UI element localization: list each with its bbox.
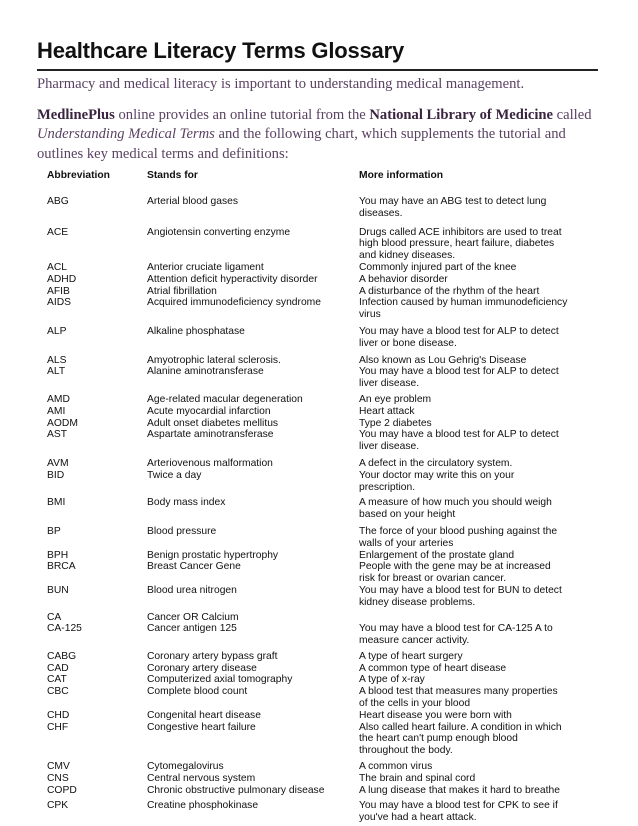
cell-stands-for: Central nervous system <box>147 772 256 784</box>
column-header-abbreviation: Abbreviation <box>47 170 110 181</box>
medlineplus-name: MedlinePlus <box>37 106 115 123</box>
cell-more-information: You may have a blood test for CPK to see if you've had a heart attack. <box>359 800 558 824</box>
cell-abbreviation: COPD <box>47 784 77 796</box>
table-row <box>47 355 607 367</box>
cell-more-information: A measure of how much you should weigh based on your height <box>359 497 552 521</box>
cell-stands-for: Twice a day <box>147 469 202 481</box>
table-row <box>47 651 607 663</box>
cell-abbreviation: CAT <box>47 674 67 686</box>
cell-abbreviation: ACE <box>47 226 69 238</box>
cell-more-information: A defect in the circulatory system. <box>359 457 513 469</box>
cell-stands-for: Angiotensin converting enzyme <box>147 226 291 238</box>
cell-stands-for: Alanine aminotransferase <box>147 366 264 378</box>
cell-more-information: The brain and spinal cord <box>359 772 476 784</box>
table-row <box>47 470 607 494</box>
cell-stands-for: Complete blood count <box>147 686 248 698</box>
cell-stands-for: Cancer OR Calcium <box>147 611 239 623</box>
title-divider <box>37 69 598 71</box>
cell-stands-for: Breast Cancer Gene <box>147 561 241 573</box>
glossary-header-row <box>47 170 607 184</box>
cell-abbreviation: AMI <box>47 405 66 417</box>
cell-more-information: Your doctor may write this on your prescription. <box>359 469 515 493</box>
table-row <box>47 585 607 609</box>
column-header-more-information: More information <box>359 170 444 181</box>
cell-more-information: Drugs called ACE inhibitors are used to treat high blood pressure, heart failure, diabetes and kidney diseases. <box>359 226 562 262</box>
cell-abbreviation: BID <box>47 469 65 481</box>
table-row <box>47 550 607 562</box>
table-row <box>47 274 607 286</box>
cell-stands-for: Chronic obstructive pulmonary disease <box>147 784 325 796</box>
table-row <box>47 674 607 686</box>
cell-abbreviation: AODM <box>47 417 78 429</box>
cell-stands-for: Attention deficit hyperactivity disorder <box>147 273 318 285</box>
cell-more-information: A disturbance of the rhythm of the heart <box>359 285 540 297</box>
cell-abbreviation: CHD <box>47 709 70 721</box>
intro-text-1: online provides an online tutorial from the <box>114 106 370 123</box>
intro-text-3: and the following chart, which supplements the tutorial and outlines key medical terms and definitions: <box>37 126 566 162</box>
cell-stands-for: Atrial fibrillation <box>147 285 217 297</box>
cell-stands-for: Arterial blood gases <box>147 196 239 207</box>
cell-abbreviation: ACL <box>47 261 68 273</box>
cell-more-information: A common virus <box>359 761 433 773</box>
cell-stands-for: Blood urea nitrogen <box>147 584 237 596</box>
table-row <box>47 612 607 624</box>
cell-stands-for: Benign prostatic hypertrophy <box>147 549 279 561</box>
cell-abbreviation: CNS <box>47 772 69 784</box>
cell-abbreviation: AIDS <box>47 297 72 309</box>
table-row <box>47 429 607 453</box>
cell-more-information: A common type of heart disease <box>359 662 507 674</box>
cell-abbreviation: BP <box>47 525 61 537</box>
cell-abbreviation: ABG <box>47 196 69 207</box>
page-title: Healthcare Literacy Terms Glossary <box>37 38 404 63</box>
cell-stands-for: Cytomegalovirus <box>147 761 224 773</box>
table-row <box>47 526 607 550</box>
table-row <box>47 406 607 418</box>
cell-abbreviation: BPH <box>47 549 69 561</box>
lead-paragraph: Pharmacy and medical literacy is important to understanding medical management. <box>37 76 525 92</box>
intro-paragraph <box>37 106 597 165</box>
cell-stands-for: Adult onset diabetes mellitus <box>147 417 279 429</box>
table-row <box>47 286 607 298</box>
table-row <box>47 686 607 710</box>
cell-abbreviation: AVM <box>47 457 69 469</box>
cell-stands-for: Acquired immunodeficiency syndrome <box>147 297 321 309</box>
cell-more-information <box>359 612 569 624</box>
cell-stands-for: Coronary artery bypass graft <box>147 650 278 662</box>
cell-abbreviation: BUN <box>47 584 69 596</box>
cell-abbreviation: AST <box>47 429 68 441</box>
cell-stands-for: Congestive heart failure <box>147 721 256 733</box>
table-row <box>47 297 607 321</box>
cell-more-information: You may have a blood test for ALP to detect liver disease. <box>359 366 559 390</box>
intro-text-2: called <box>553 106 592 123</box>
cell-stands-for: Cancer antigen 125 <box>147 623 237 635</box>
table-row <box>47 761 607 773</box>
cell-more-information: You may have a blood test for CA-125 A to measure cancer activity. <box>359 623 553 647</box>
cell-abbreviation: CA <box>47 611 62 623</box>
cell-more-information: Also called heart failure. A condition in which the heart can't pump enough blood throughout the body. <box>359 721 562 757</box>
table-row <box>47 800 607 824</box>
table-row <box>47 561 607 585</box>
table-row <box>47 227 607 262</box>
cell-stands-for: Blood pressure <box>147 525 217 537</box>
cell-abbreviation: BMI <box>47 497 66 509</box>
cell-abbreviation: CMV <box>47 761 70 773</box>
table-row <box>47 458 607 470</box>
cell-stands-for: Aspartate aminotransferase <box>147 429 274 441</box>
document-page <box>37 38 597 164</box>
tutorial-name: Understanding Medical Terms <box>37 126 215 142</box>
table-row <box>47 326 607 350</box>
cell-stands-for: Creatine phosphokinase <box>147 800 259 812</box>
cell-more-information: You may have an ABG test to detect lung diseases. <box>359 196 547 219</box>
cell-abbreviation: BRCA <box>47 561 76 573</box>
cell-more-information: Enlargement of the prostate gland <box>359 549 515 561</box>
cell-stands-for: Congenital heart disease <box>147 709 261 721</box>
cell-stands-for: Age-related macular degeneration <box>147 393 303 405</box>
cell-more-information: A type of x-ray <box>359 674 425 686</box>
cell-more-information: You may have a blood test for ALP to detect liver or bone disease. <box>359 325 559 349</box>
glossary-table <box>47 170 607 824</box>
glossary-rows <box>47 196 607 824</box>
cell-abbreviation: CPK <box>47 800 69 812</box>
table-row <box>47 773 607 785</box>
column-header-stands-for: Stands for <box>147 170 198 181</box>
cell-stands-for: Body mass index <box>147 497 226 509</box>
cell-stands-for: Acute myocardial infarction <box>147 405 271 417</box>
cell-more-information: A blood test that measures many properties of the cells in your blood <box>359 686 558 710</box>
cell-more-information: A behavior disorder <box>359 273 448 285</box>
cell-abbreviation: CAD <box>47 662 69 674</box>
cell-stands-for: Computerized axial tomography <box>147 674 293 686</box>
table-row <box>47 196 607 220</box>
cell-more-information: Type 2 diabetes <box>359 417 432 429</box>
table-row <box>47 394 607 406</box>
table-row <box>47 623 607 647</box>
cell-stands-for: Coronary artery disease <box>147 662 257 674</box>
table-row <box>47 722 607 757</box>
cell-more-information: Heart attack <box>359 405 415 417</box>
cell-abbreviation: CBC <box>47 686 69 698</box>
cell-abbreviation: AFIB <box>47 285 70 297</box>
table-row <box>47 785 607 797</box>
table-row <box>47 366 607 390</box>
cell-abbreviation: CABG <box>47 650 77 662</box>
table-row <box>47 262 607 274</box>
table-row <box>47 418 607 430</box>
nlm-name: National Library of Medicine <box>369 106 553 123</box>
cell-more-information: Commonly injured part of the knee <box>359 261 517 273</box>
cell-more-information: A type of heart surgery <box>359 650 463 662</box>
cell-abbreviation: AMD <box>47 393 70 405</box>
cell-abbreviation: ALT <box>47 366 66 378</box>
cell-more-information: Also known as Lou Gehrig's Disease <box>359 354 527 366</box>
cell-more-information: You may have a blood test for ALP to detect liver disease. <box>359 429 559 453</box>
cell-stands-for: Amyotrophic lateral sclerosis. <box>147 354 281 366</box>
cell-abbreviation: ADHD <box>47 273 77 285</box>
cell-more-information: An eye problem <box>359 393 432 405</box>
table-row <box>47 663 607 675</box>
table-row <box>47 497 607 521</box>
cell-more-information: Infection caused by human immunodeficiency virus <box>359 297 568 321</box>
table-row <box>47 710 607 722</box>
cell-stands-for: Alkaline phosphatase <box>147 325 245 337</box>
cell-more-information: People with the gene may be at increased risk for breast or ovarian cancer. <box>359 561 551 585</box>
cell-stands-for: Anterior cruciate ligament <box>147 261 264 273</box>
cell-more-information: You may have a blood test for BUN to detect kidney disease problems. <box>359 584 562 608</box>
cell-more-information: Heart disease you were born with <box>359 709 512 721</box>
cell-abbreviation: CA-125 <box>47 623 82 635</box>
cell-more-information: A lung disease that makes it hard to breathe <box>359 784 560 796</box>
cell-abbreviation: ALP <box>47 325 67 337</box>
cell-more-information: The force of your blood pushing against the walls of your arteries <box>359 525 558 549</box>
cell-stands-for: Arteriovenous malformation <box>147 457 273 469</box>
cell-abbreviation: ALS <box>47 354 67 366</box>
cell-abbreviation: CHF <box>47 721 69 733</box>
